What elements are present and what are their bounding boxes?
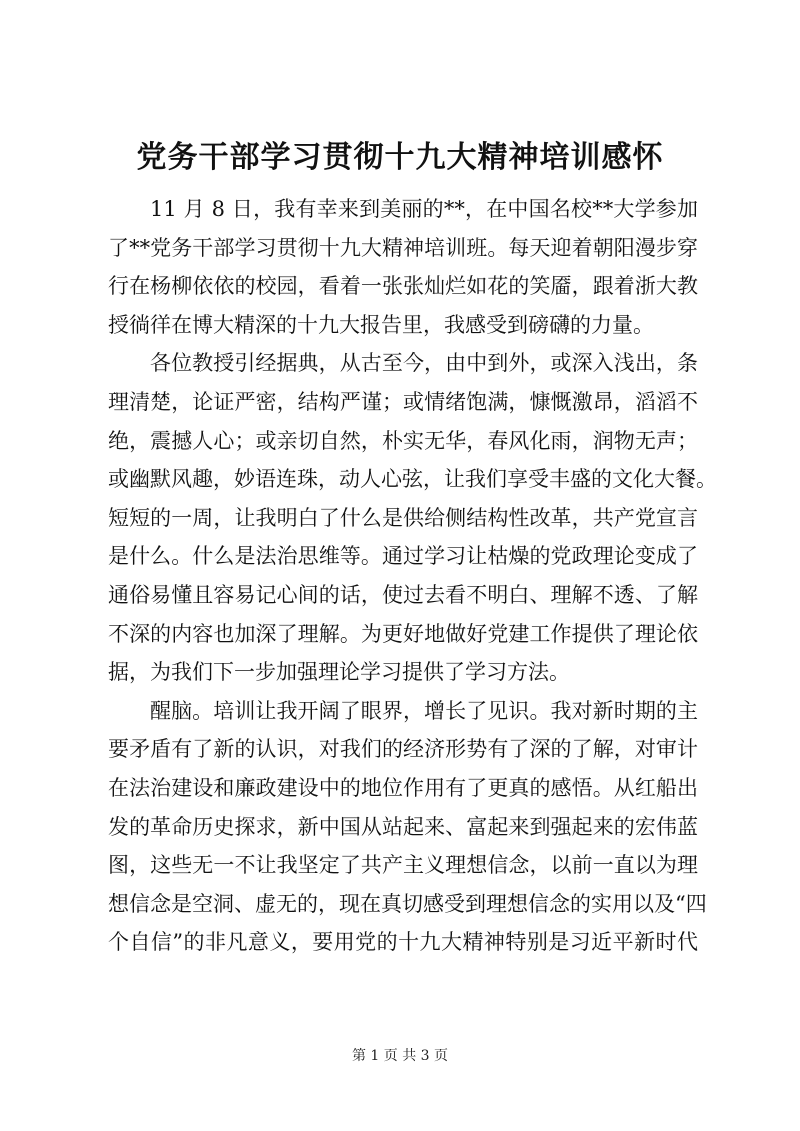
paragraph-line: 通俗易懂且容易记心间的话，使过去看不明白、理解不透、了解 [108, 582, 698, 607]
paragraph-line: 了**党务干部学习贯彻十九大精神培训班。每天迎着朝阳漫步穿 [108, 235, 698, 260]
paragraph-1 [108, 190, 698, 344]
document-title: 党务干部学习贯彻十九大精神培训感怀 [136, 140, 664, 175]
paragraph-line: 发的革命历史探求，新中国从站起来、富起来到强起来的宏伟蓝 [108, 814, 698, 839]
paragraph-line: 要矛盾有了新的认识，对我们的经济形势有了深的了解，对审计 [108, 737, 698, 762]
page-number-footer: 第 1 页 共 3 页 [351, 1048, 449, 1064]
paragraph-line: 短短的一周，让我明白了什么是供给侧结构性改革，共产党宣言 [108, 505, 698, 530]
paragraph-line: 行在杨柳依依的校园，看着一张张灿烂如花的笑靥，跟着浙大教 [108, 274, 698, 299]
paragraph-2 [108, 344, 717, 691]
paragraph-line: 图，这些无一不让我坚定了共产主义理想信念，以前一直以为理 [108, 853, 698, 878]
paragraph-line: 想信念是空洞、虚无的，现在真切感受到理想信念的实用以及“四 [108, 891, 707, 916]
paragraph-3 [108, 692, 707, 962]
paragraph-line: 在法治建设和廉政建设中的地位作用有了更真的感悟。从红船出 [108, 775, 698, 800]
paragraph-line: 各位教授引经据典，从古至今，由中到外，或深入浅出，条 [150, 351, 698, 376]
paragraph-line: 理清楚，论证严密，结构严谨；或情绪饱满，慷慨激昂，滔滔不 [108, 389, 698, 414]
paragraph-line: 或幽默风趣，妙语连珠，动人心弦，让我们享受丰盛的文化大餐。 [108, 467, 717, 492]
paragraph-line: 11 月 8 日，我有幸来到美丽的**，在中国名校**大学参加 [150, 197, 698, 221]
paragraph-line: 是什么。什么是法治思维等。通过学习让枯燥的党政理论变成了 [108, 544, 698, 569]
paragraph-line: 醒脑。培训让我开阔了眼界，增长了见识。我对新时期的主 [150, 698, 698, 723]
paragraph-line: 据，为我们下一步加强理论学习提供了学习方法。 [108, 660, 570, 685]
paragraph-line: 授徜徉在博大精深的十九大报告里，我感受到磅礴的力量。 [108, 312, 654, 337]
document-body [108, 190, 717, 962]
paragraph-line: 不深的内容也加深了理解。为更好地做好党建工作提供了理论依 [108, 621, 698, 646]
paragraph-line: 绝，震撼人心；或亲切自然，朴实无华，春风化雨，润物无声； [108, 428, 698, 453]
paragraph-line: 个自信”的非凡意义，要用党的十九大精神特别是习近平新时代 [108, 930, 698, 955]
